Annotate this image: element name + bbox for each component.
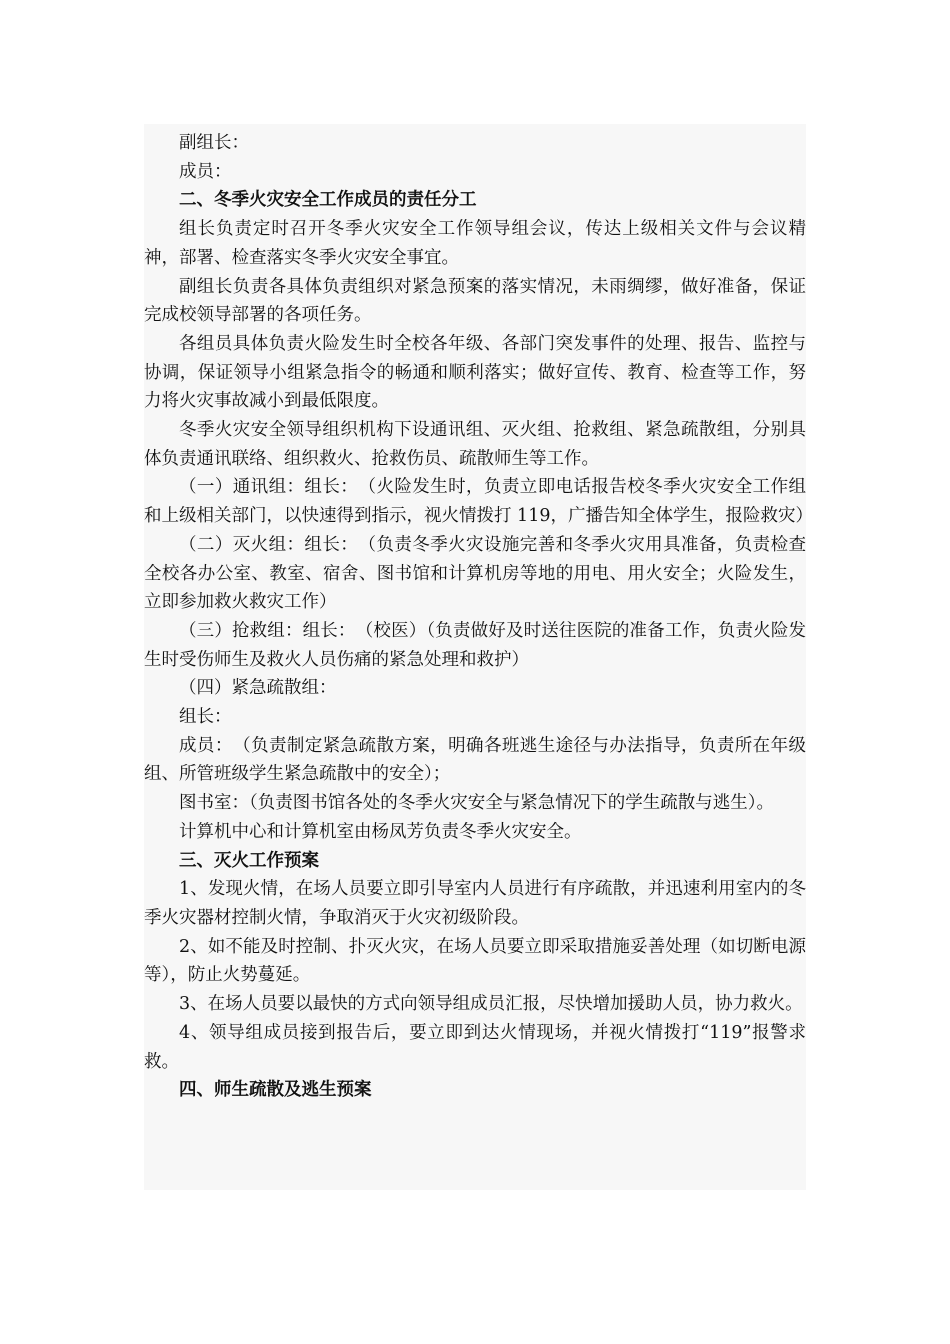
paragraph-members: 成员：: [179, 161, 232, 182]
paragraph-member-duty: 各组员具体负责火险发生时全校各年级、各部门突发事件的处理、报告、监控与协调，保证领导小组紧急指令的畅通和顺利落实；做好宣传、教育、检查等工作，努力将火灾事故减小到最低限度。: [144, 333, 806, 412]
paragraph-leader-duty: 组长负责定时召开冬季火灾安全工作领导组会议，传达上级相关文件与会议精神，部署、检查落实冬季火灾安全事宜。: [144, 219, 806, 268]
paragraph-evacuation-group: （四）紧急疏散组：: [179, 678, 337, 699]
paragraph-step-2: 2、如不能及时控制、扑灭火灾，在场人员要立即采取措施妥善处理（如切断电源等），防止火势蔓延。: [144, 936, 806, 986]
paragraph-evacuation-members: 成员： （负责制定紧急疏散方案，明确各班逃生途径与办法指导，负责所在年级组、所管班级学生紧急疏散中的安全）；: [144, 735, 806, 785]
paragraph-firefighting-group: （二）灭火组：组长： （负责冬季火灾设施完善和冬季火灾用具准备，负责检查全校各办公室、教室、宿舍、图书馆和计算机房等地的用电、用火安全；火险发生，立即参加救火救灾工作）: [144, 534, 806, 613]
heading-section-3: 三、灭火工作预案: [179, 850, 319, 871]
paragraph-evacuation-leader: 组长：: [179, 707, 232, 728]
paragraph-rescue-group: （三）抢救组：组长： （校医）（负责做好及时送往医院的准备工作，负责火险发生时受伤师生及救火人员伤痛的紧急处理和救护）: [144, 620, 806, 670]
paragraph-step-1: 1、发现火情，在场人员要立即引导室内人员进行有序疏散，并迅速利用室内的冬季火灾器材控制火情，争取消灭于火灾初级阶段。: [144, 879, 806, 928]
paragraph-communication-group: （一）通讯组：组长： （火险发生时，负责立即电话报告校冬季火灾安全工作组和上级相关部门，以快速得到指示，视火情拨打 119，广播告知全体学生，报险救灾）: [144, 477, 813, 527]
paragraph-deputy-duty: 副组长负责各具体负责组织对紧急预案的落实情况，未雨绸缪，做好准备，保证完成校领导部署的各项任务。: [144, 276, 806, 326]
paragraph-computer-center: 计算机中心和计算机室由杨凤芳负责冬季火灾安全。: [179, 821, 582, 842]
heading-section-4: 四、师生疏散及逃生预案: [179, 1080, 372, 1101]
paragraph-organization: 冬季火灾安全领导组织机构下设通讯组、灭火组、抢救组、紧急疏散组，分别具体负责通讯联络、组织救火、抢救伤员、疏散师生等工作。: [144, 420, 806, 469]
paragraph-step-4: 4、领导组成员接到报告后，要立即到达火情现场，并视火情拨打“119”报警求救。: [144, 1022, 806, 1072]
paragraph-deputy-leader: 副组长：: [179, 133, 249, 153]
heading-section-2: 二、冬季火灾安全工作成员的责任分工: [179, 190, 477, 211]
paragraph-library: 图书室：（负责图书馆各处的冬季火灾安全与紧急情况下的学生疏散与逃生）。: [179, 793, 774, 814]
document-body: [144, 124, 813, 1190]
paragraph-step-3: 3、在场人员要以最快的方式向领导组成员汇报，尽快增加援助人员，协力救火。: [179, 994, 803, 1015]
